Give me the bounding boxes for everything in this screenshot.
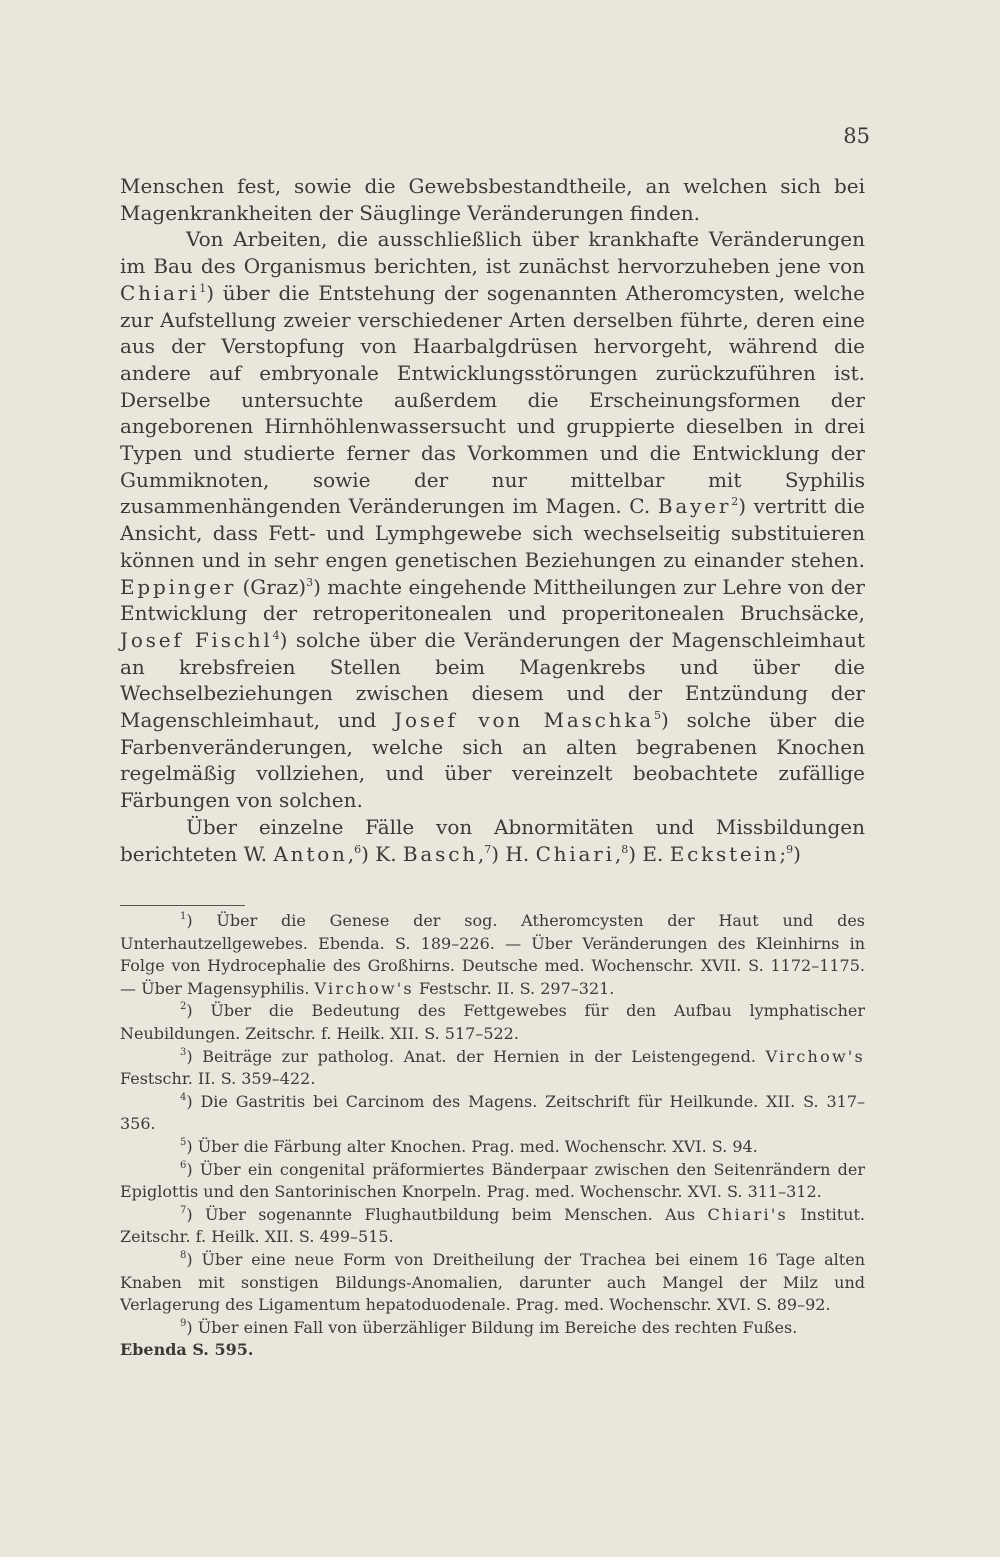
footnote-text: Institut. Zeitschr. f. Heilk. XII. S. 499–515. [120,1204,865,1247]
footnote-ref: 5 [653,709,661,723]
footnote [120,1091,865,1136]
text: ) über die Entstehung der sogenannten Atheromcysten, welche zur Aufstellung zweier verschiedener Arten derselben führte, deren eine aus der Verstopfung von Haarbalgdrüsen hervorgeht, während die andere auf embryonale Entwicklungsstörungen zurückzuführen ist. Derselbe untersuchte außerdem die Erscheinungsformen der angeborenen Hirnhöhlenwassersucht und gruppierte dieselben in drei Typen und studierte ferner das Vorkommen und die Entwicklung der Gummiknoten, sowie der nur mittelbar mit Syphilis zusammenhängenden Veränderungen im Magen. C. [120,280,865,519]
author-name: Chiari's [707,1204,788,1224]
footnote [120,1000,865,1045]
footnote-ref: 2 [731,495,739,509]
text: ) K. [361,841,403,866]
text: ) [793,841,801,866]
text: Von Arbeiten, die ausschließlich über krankhafte Veränderungen im Bau des Organismus berichten, ist zunächst hervorzuheben jene von [120,227,865,279]
text: ) H. [491,841,536,866]
footnote-text: ) Über die Bedeutung des Fettgewebes für den Aufbau lymphatischer Neubildungen. Zeitschr. f. Heilk. XII. S. 517–522. [120,1001,865,1043]
footnote-mark: 6 [180,1159,187,1171]
paragraph [120,226,865,813]
footnote-text: ) Beiträge zur patholog. Anat. der Hernien in der Leistengegend. [186,1046,766,1066]
footnote-ref: 9 [786,842,794,856]
text: ) E. [628,841,670,866]
footnote [120,910,865,1000]
author-name: Josef Fischl [120,627,273,652]
author-name: Chiari [120,280,200,305]
footnote-mark: 8 [180,1249,187,1261]
footnote-ref: 6 [354,842,362,856]
footnote-text: ) Über die Genese der sog. Atheromcysten der Haut und des Unterhautzellgewebes. Ebenda. S. 189–226. — Über Veränderungen des Kleinhirns in Folge von Hydrocephalie des Großhirns. Deutsche med. Wochenschr. XVII. S. 1172–1175. — Über Magensyphilis. [120,911,865,998]
footnote [120,1136,865,1159]
footnote-mark: 9 [180,1317,187,1329]
footnote [120,1046,865,1091]
paragraph: Menschen fest, sowie die Gewebsbestandtheile, an welchen sich bei Magenkrankheiten der Säuglinge Veränderungen finden. [120,174,865,225]
footnote-text: ) Über sogenannte Flughautbildung beim Menschen. Aus [186,1204,708,1224]
text: ) solche über die Veränderungen der Magenschleimhaut an krebsfreien Stellen beim Magenkrebs und über die Wechselbeziehungen zwischen diesem und der Entzündung der Magenschleimhaut, und [120,627,865,733]
footnote [120,1249,865,1317]
footnote-text: ) Über die Färbung alter Knochen. Prag. med. Wochenschr. XVI. S. 94. [186,1136,758,1156]
footnote-ref: 3 [306,575,314,589]
text: ) solche über die Farbenveränderungen, welche sich an alten begrabenen Knochen regelmäßig vollziehen, und über vereinzelt beobachtete zufällige Färbungen von solchen. [120,708,865,813]
footnote-mark: 3 [180,1046,187,1058]
footnote-text: ) Die Gastritis bei Carcinom des Magens. Zeitschrift für Heilkunde. XII. S. 317–356. [120,1091,865,1134]
text: ) machte eingehende Mittheilungen zur Lehre von der Entwicklung der retroperitonealen und properitonealen Bruchsäcke, [120,574,865,626]
author-name: Eppinger [120,574,237,599]
footnote [120,1204,865,1249]
footnote-divider [120,905,245,906]
footnote-text: Festschr. II. S. 297–321. [413,978,615,998]
text: (Graz) [236,574,307,599]
author-name: Virchow's [314,978,414,998]
footnote-mark: 7 [180,1204,187,1216]
footnote-mark: 2 [180,1001,187,1013]
page-number: 85 [843,124,870,148]
footnote-ref: 8 [621,842,629,856]
footnote-continuation: Ebenda S. 595. [120,1340,254,1360]
body-text [120,173,865,867]
footnote-mark: 4 [180,1091,187,1103]
text: ) vertritt die Ansicht, dass Fett- und Lymphgewebe sich wechselseitig substituieren können und in sehr engen genetischen Beziehungen zu einander stehen. [120,494,865,572]
paragraph: Über einzelne Fälle von Abnormitäten und Missbildungen berichteten W. Anton,$^6$) K. Basch,$^7$) H. Chiari,$^8$) E. Eckstein;$^9$) [120,814,865,866]
footnote [120,1159,865,1204]
author-name: Basch [402,841,478,866]
author-name: Chiari [535,841,615,866]
footnote-text: ) Über einen Fall von überzähliger Bildung im Bereiche des rechten Fußes. [186,1317,798,1337]
footnote-ref: 4 [272,628,280,642]
footnote-ref: 7 [484,842,492,856]
author-name: Josef von Maschka [394,708,654,733]
footnote-ref: 1 [199,281,207,295]
footnote-text: ) Über eine neue Form von Dreitheilung der Trachea bei einem 16 Tage alten Knaben mit sonstigen Bildungs-Anomalien, darunter auch Mangel der Milz und Verlagerung des Ligamentum hepatoduodenale. Prag. med. Wochenschr. XVI. S. 89–92. [120,1249,865,1315]
text: Über einzelne Fälle von Abnormitäten und Missbildungen berichteten W. [120,814,865,866]
author-name: Anton [273,841,348,866]
author-name: Virchow's [765,1046,865,1066]
author-name: Bayer [657,494,732,519]
footnotes [120,910,865,1362]
footnote-mark: 5 [180,1136,187,1148]
footnote-text: Festschr. II. S. 359–422. [120,1069,316,1089]
footnote-mark: 1 [180,911,187,922]
footnote-text: ) Über ein congenital präformiertes Bänderpaar zwischen den Seitenrändern der Epiglottis und den Santorinischen Knorpeln. Prag. med. Wochenschr. XVI. S. 311–312. [120,1159,865,1202]
footnote [120,1317,865,1340]
author-name: Eckstein [669,841,780,866]
